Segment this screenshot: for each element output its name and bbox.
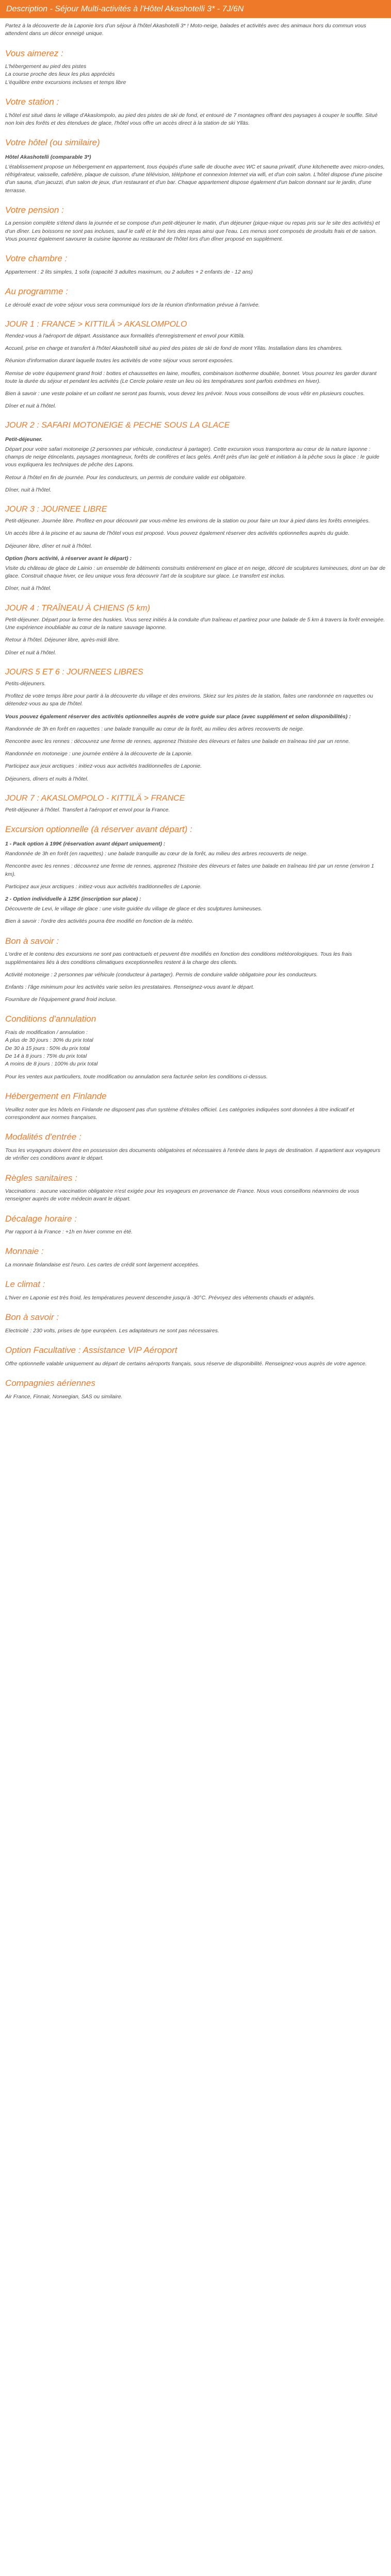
conditions-list [5,1029,386,1068]
intro-text: Partez à la découverte de la Laponie lors d'un séjour à l'hôtel Akashotelli 3* ! Moto-neige, balades et activités avec des animaux hors du commun vous attendent dans un décor enneigé unique. [5,23,366,37]
list-item: L'hébergement au pied des pistes [5,63,87,70]
paragraph: Accueil, prise en charge et transfert à l'hôtel Akashotelli situé au pied des pistes de ski de fond de mont Ylläs. Installation dans les chambres. [5,345,343,352]
section-title: Votre pension : [5,205,64,215]
paragraph: Retour à l'hôtel. Déjeuner libre, après-midi libre. [5,637,120,643]
paragraph: Profitez de votre temps libre pour partir à la découverte du village et des environs. Skiez sur les pistes de la station, faites une randonnée en raquettes ou détendez-vous au spa de l'hôtel. [5,693,373,707]
paragraph: Départ pour votre safari motoneige (2 personnes par véhicule, conducteur à partager). Cette excursion vous transportera au cœur de la nature laponne : champs de neige étincelants, paysages montagneux, forêts de conifères et lacs gelés. Arrêt près d'un lac gelé et initiation à la pêche sous la glace : le guide vous expliquera les techniques de pêche des Lapons. [5,446,380,468]
paragraph: Dîner et nuit à l'hôtel. [5,403,56,410]
day-title: JOUR 4 : TRAÎNEAU À CHIENS (5 km) [5,603,150,613]
paragraph: Veuillez noter que les hôtels en Finlande ne disposent pas d'un système d'étoiles officiel. Les catégories indiquées sont données à titre indicatif et correspondent aux normes françaises. [5,1107,354,1121]
page-title: Description - Séjour Multi-activités à l'Hôtel Akashotelli 3* - 7J/6N [0,0,391,18]
paragraph: L'établissement propose un hébergement en appartement, tous équipés d'une salle de douche avec WC et sauna privatif, d'une kitchenette avec micro-ondes, réfrigérateur, vaisselle, cafetière, plaque de cuisson, d'une télévision, téléphone et connexion Internet via wifi, et d'un coin salon. L'hôtel dispose d'une piscine d'un sauna, d'un jacuzzi, d'un salon de jeux, d'un restaurant et d'un bar. Chaque appartement dispose également d'un balcon donnant sur le jardin, d'une terrasse. [5,163,385,194]
day-title: JOUR 2 : SAFARI MOTONEIGE & PECHE SOUS LA GLACE [5,421,230,430]
paragraph: Randonnée de 3h en forêt en raquettes : une balade tranquille au cœur de la forêt, au milieu des arbres recouverts de neige. [5,725,304,732]
section-title: Conditions d'annulation [5,1014,96,1024]
list-item: L'équilibre entre excursions incluses et temps libre [5,79,126,86]
paragraph: Randonnée de 3h en forêt (en raquettes) : une balade tranquille au cœur de la forêt, au milieu des arbres recouverts de neige. [5,851,308,857]
paragraph: Petit-déjeuner. Départ pour la ferme des huskies. Vous serez initiés à la conduite d'un traîneau et partirez pour une balade de 5 km à travers la forêt enneigée. Une expérience inoubliable au cœur de la nature sauvage laponne. [5,616,385,631]
amenities-list [5,63,386,87]
paragraph: L'ordre et le contenu des excursions ne sont pas contractuels et peuvent être modifiés en fonction des conditions météorologiques. Tous les frais supplémentaires liés à des conditions climatiques exceptionnelles restent à la charge des clients. [5,951,352,965]
option-title: 1 - Pack option à 199€ (réservation avant départ uniquement) : [5,840,166,847]
section-title: Compagnies aériennes [5,1378,95,1388]
paragraph: Appartement : 2 lits simples, 1 sofa (capacité 3 adultes maximum, ou 2 adultes + 2 enfants de - 12 ans) [5,268,253,275]
paragraph: Fourniture de l'équipement grand froid incluse. [5,996,117,1003]
section-title: Excursion optionnelle (à réserver avant départ) : [5,824,192,835]
paragraph: Remise de votre équipement grand froid : bottes et chaussettes en laine, moufles, combinaison isotherme doublée, bonnet. Vous pourrez les garder durant toute la durée du séjour et pendant les activités (Le Cercle polaire reste un lieu où les températures sont parfois extrêmes en hiver). [5,370,377,384]
paragraph: Enfants : l'âge minimum pour les activités varie selon les prestataires. Renseignez-vous avant le départ. [5,984,254,990]
paragraph: Randonnée en motoneige : une journée entière à la découverte de la Laponie. [5,751,193,757]
paragraph: La monnaie finlandaise est l'euro. Les cartes de crédit sont largement acceptées. [5,1262,200,1268]
paragraph: Rencontre avec les rennes : découvrez une ferme de rennes, apprenez l'histoire des éleveurs et faites une balade en traîneau tiré par un renne. [5,738,350,745]
paragraph: Le déroulé exact de votre séjour vous sera communiqué lors de la réunion d'information prévue à l'arrivée. [5,301,260,308]
paragraph: Electricité : 230 volts, prises de type européen. Les adaptateurs ne sont pas nécessaires. [5,1327,219,1334]
paragraph: Un accès libre à la piscine et au sauna de l'hôtel vous est proposé. Vous pouvez également réserver des activités optionnelles auprès du guide. [5,530,350,537]
paragraph: Rencontre avec les rennes : découvrez une ferme de rennes, apprenez l'histoire des éleveurs et faites une balade en traîneau tiré par un renne (environ 1 km). [5,863,374,877]
list-item: A plus de 30 jours : 30% du prix total [5,1037,93,1044]
paragraph: Petit-déjeuner à l'hôtel. Transfert à l'aéroport et envol pour la France. [5,807,170,814]
section-title: Votre station : [5,96,59,107]
section-title: Votre hôtel (ou similaire) [5,138,100,147]
section-title: Bon à savoir : [5,1312,59,1323]
list-item: De 14 à 8 jours : 75% du prix total [5,1053,87,1059]
paragraph: Participez aux jeux arctiques : initiez-vous aux activités traditionnelles de Laponie. [5,763,202,770]
section-title: Vous aimerez : [5,48,63,58]
section-title: Le climat : [5,1279,45,1290]
paragraph: La pension complète s'étend dans la journée et se compose d'un petit-déjeuner le matin, d'un déjeuner (pique-nique ou repas pris sur le site des activités) et d'un dîner. Les boissons ne sont pas incluses, sauf le café et le thé lors des repas ainsi que l'eau. Les menus sont composés de produits frais et de saison. Vous pourrez également savourer la cuisine laponne au restaurant de l'hôtel lors d'un dîner proposé en supplément. [5,220,380,242]
day-label: Petit-déjeuner. [5,436,43,443]
paragraph: Rendez-vous à l'aéroport de départ. Assistance aux formalités d'enregistrement et envol pour Kittilä. [5,332,245,339]
paragraph: Dîner, nuit à l'hôtel. [5,486,52,493]
paragraph: Visite du château de glace de Lainio : un ensemble de bâtiments construits entièrement en glace et en neige, décoré de sculptures lumineuses, dont un bar de glace. Construit chaque hiver, ce lieu unique vous fera découvrir l'art de la sculpture sur glace. Le transfert est inclus. [5,565,386,580]
paragraph: Dîner, nuit à l'hôtel. [5,585,52,592]
paragraph: Découverte de Levi, le village de glace : une visite guidée du village de glace et des sculptures lumineuses. [5,906,263,912]
paragraph: Par rapport à la France : +1h en hiver comme en été. [5,1229,133,1235]
day-title: JOUR 3 : JOURNEE LIBRE [5,504,107,514]
paragraph: Pour les ventes aux particuliers, toute modification ou annulation sera facturée selon les conditions ci-dessus. [5,1074,268,1080]
paragraph: L'hiver en Laponie est très froid, les températures peuvent descendre jusqu'à -30°C. Prévoyez des vêtements chauds et adaptés. [5,1294,315,1301]
day-title: JOURS 5 ET 6 : JOURNEES LIBRES [5,667,143,676]
paragraph: Vous pouvez également réserver des activités optionnelles auprès de votre guide sur place (avec supplément et selon disponibilités) : [5,713,351,720]
paragraph: Déjeuner libre, dîner et nuit à l'hôtel. [5,543,92,549]
paragraph: Air France, Finnair, Norwegian, SAS ou similaire. [5,1393,123,1400]
section-title: Décalage horaire : [5,1213,77,1224]
paragraph: Petits-déjeuners. [5,680,46,687]
list-item: Frais de modification / annulation : [5,1029,88,1036]
section-title: Option Facultative : Assistance VIP Aéroport [5,1345,177,1355]
section-title: Hébergement en Finlande [5,1091,107,1101]
option-title: Option (hors activité, à réserver avant le départ) : [5,555,132,562]
section-title: Monnaie : [5,1246,44,1257]
paragraph: L'hôtel est situé dans le village d'Akaslompolo, au pied des pistes de ski de fond, et entouré de 7 montagnes offrant des paysages à couper le souffle. Situé non loin des forêts et des étendues de glace, l'hôtel vous offre un accès direct à la station de ski Ylläs. [5,112,378,126]
section-title: Au programme : [5,286,68,296]
section-title: Modalités d'entrée : [5,1132,82,1142]
list-item: A moins de 8 jours : 100% du prix total [5,1060,98,1067]
day-title: JOUR 1 : FRANCE > KITTILÄ > AKASLOMPOLO [5,319,187,329]
list-item: De 30 à 15 jours : 50% du prix total [5,1045,90,1052]
paragraph: Offre optionnelle valable uniquement au départ de certains aéroports français, sous réserve de disponibilité. Renseignez-vous auprès de votre agence. [5,1360,367,1367]
paragraph: Petit-déjeuner. Journée libre. Profitez-en pour découvrir par vous-même les environs de la station ou pour faire un tour à pied dans les forêts enneigées. [5,518,370,524]
paragraph: Vaccinations : aucune vaccination obligatoire n'est exigée pour les voyageurs en provenance de France. Nous vous conseillons néanmoins de vous renseigner auprès de votre médecin avant le départ. [5,1188,360,1202]
list-item: La course proche des lieux les plus appréciés [5,71,115,78]
paragraph: Dîner et nuit à l'hôtel. [5,649,56,656]
paragraph: Bien à savoir : une veste polaire et un collant ne seront pas fournis, vous devez les prévoir. Nous vous conseillons de vous vêtir en plusieurs couches. [5,391,365,397]
hotel-name: Hôtel Akashotelli (comparable 3*) [5,154,91,160]
section-title: Bon à savoir : [5,936,59,946]
day-title: JOUR 7 : AKASLOMPOLO - KITTILÄ > FRANCE [5,793,185,803]
paragraph: Bien à savoir : l'ordre des activités pourra être modifié en fonction de la météo. [5,918,194,925]
paragraph: Tous les voyageurs doivent être en possession des documents obligatoires et nécessaires à l'entrée dans le pays de destination. Il appartient aux voyageurs de vérifier ces conditions avant le départ. [5,1147,381,1162]
paragraph: Retour à l'hôtel en fin de journée. Pour les conducteurs, un permis de conduire valide est obligatoire. [5,474,247,481]
paragraph: Réunion d'information durant laquelle toutes les activités de votre séjour vous seront exposées. [5,358,234,364]
section-title: Votre chambre : [5,253,68,264]
paragraph: Activité motoneige : 2 personnes par véhicule (conducteur à partager). Permis de conduire valide obligatoire pour les conducteurs. [5,971,318,978]
section-title: Règles sanitaires : [5,1173,77,1183]
paragraph: Déjeuners, dîners et nuits à l'hôtel. [5,775,89,782]
paragraph: Participez aux jeux arctiques : initiez-vous aux activités traditionnelles de Laponie. [5,883,202,890]
option-title: 2 - Option individuelle à 125€ (inscription sur place) : [5,896,141,903]
